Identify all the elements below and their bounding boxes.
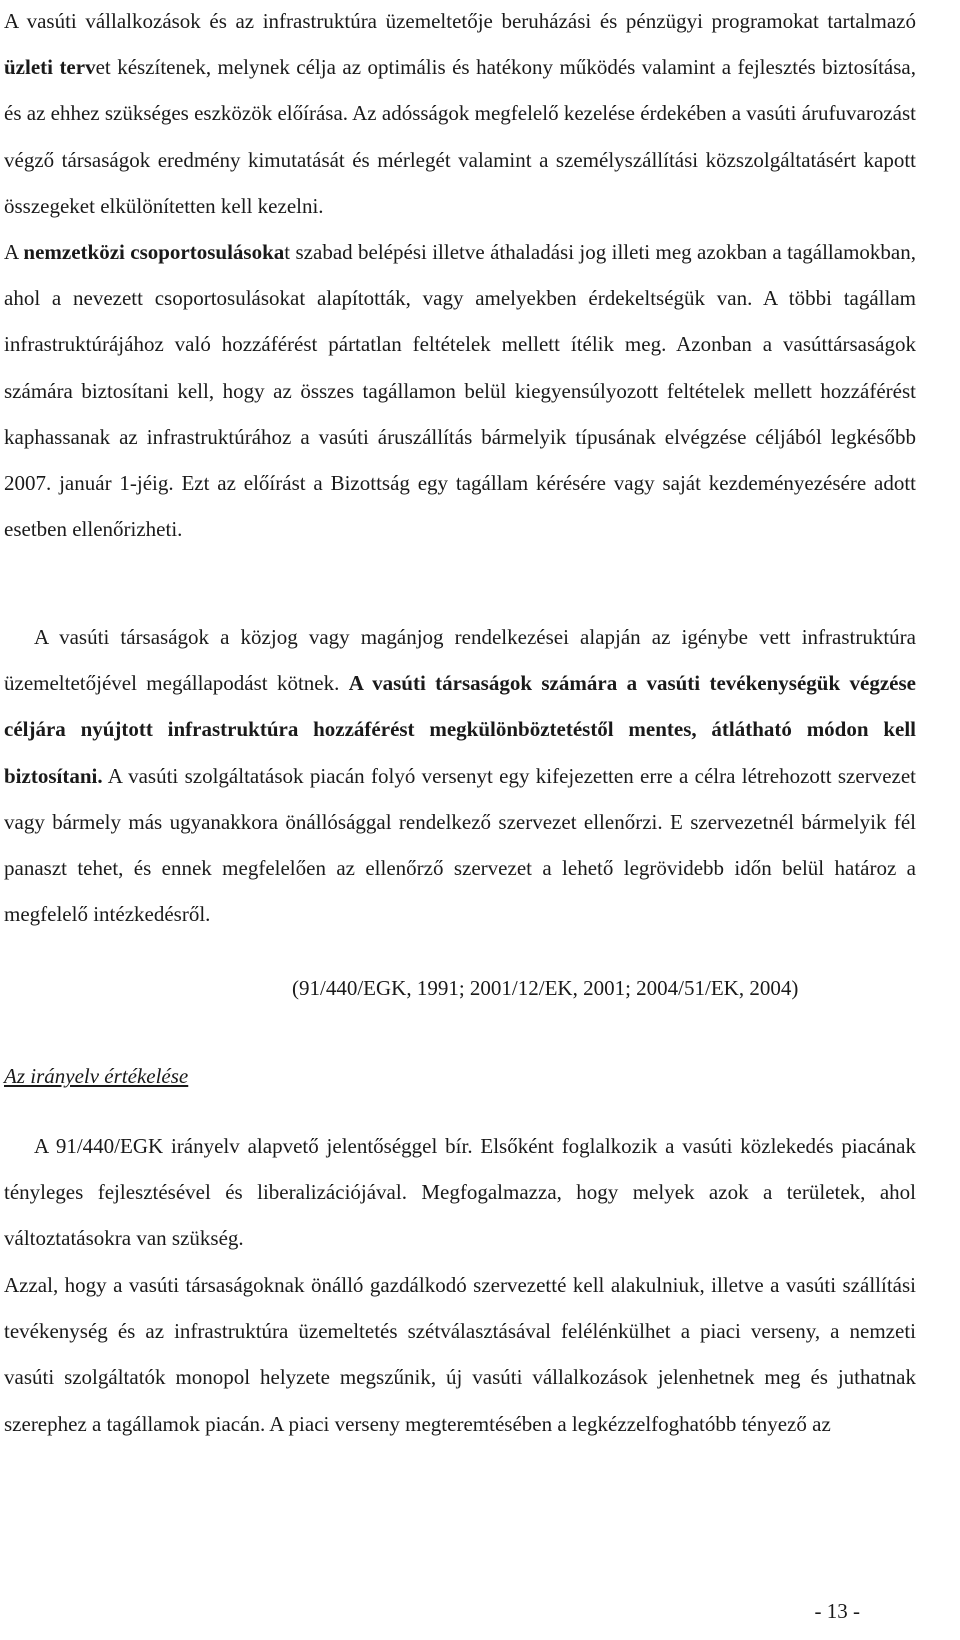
bold-term-international-groupings: nemzetközi csoportosulásoka [23,240,285,264]
bold-statement-access: A vasúti társaságok számára a vasúti tevékenységük végzése céljára nyújtott infrastruktúra hozzáférést megkülönböztetéstől mentes, átlátható módon kell biztosítani. [4,671,916,788]
text-segment: A vasúti szolgáltatások piacán folyó versenyt egy kifejezetten erre a célra létrehozott szervezet vagy bármely más ugyanakkora önállósággal rendelkező szervezet ellenőrzi. E szervezetnél bármelyik fél panaszt tehet, és ennek megfelelően az ellenőrző szervezet a lehető legrövidebb időn belül határoz a megfelelő intézkedésről. [4,763,916,927]
paragraph-evaluation: A 91/440/EGK irányelv alapvető jelentőséggel bír. Elsőként foglalkozik a vasúti közlekedés piacának tényleges fejlesztésével és liberalizációjával. Megfogalmazza, hogy melyek azok a területek, ahol változtatásokra van szükség. [4,1134,916,1251]
text-segment: A [4,240,24,264]
legal-reference: (91/440/EGK, 1991; 2001/12/EK, 2001; 2004/51/EK, 2004) [292,976,799,1000]
text-segment: t szabad belépési illetve áthaladási jog illeti meg azokban a tagállamokban, ahol a nevezett csoportosulásokat alapították, vagy amelyekben érdekeltségük van. A többi tagállam infrastruktúrájához való hozzáférést pártatlan feltételek mellett ítélik meg. Azonban a vasúttársaságok számára biztosítani kell, hogy az összes tagállamon belül kiegyensúlyozott feltételek mellett hozzáférést kaphassanak az infrastruktúrához a vasúti áruszállítás bármelyik típusának elvégzése céljából legkésőbb 2007. január 1-jéig. Ezt az előírást a Bizottság egy tagállam kérésére vagy saját kezdeményezésére adott esetben ellenőrizheti. [4,240,916,542]
paragraph-competition: Azzal, hogy a vasúti társaságoknak önálló gazdálkodó szervezetté kell alakulniuk, illetve a vasúti szállítási tevékenység és az infrastruktúra üzemeltetés szétválasztásával felélénkülhet a piaci verseny, a nemzeti vasúti szolgáltatók monopol helyzete megszűnik, új vasúti vállalkozások jelenhetnek meg és juthatnak szerephez a tagállamok piacán. A piaci verseny megteremtésében a legkézzelfoghatóbb tényező az [4,1273,916,1436]
page-number: - 13 - [814,1599,860,1623]
text-segment: et készítenek, melynek célja az optimális és hatékony működés valamint a fejlesztés biztosítása, és az ehhez szükséges eszközök előírása. Az adósságok megfelelő kezelése érdekében a vasúti árufuvarozást végző társaságok eredmény kimutatását és mérlegét valamint a személyszállítási közszolgáltatásért kapott összegeket elkülönítetten kell kezelni. [4,55,916,218]
paragraph-infrastructure-access [4,614,916,937]
bold-term-business-plan: üzleti terv [4,55,96,80]
section-heading: Az irányelv értékelése [4,1064,189,1088]
paragraph-business-plan [4,0,916,229]
text-segment: A vasúti társaságok a közjog vagy magánjog rendelkezései alapján az igénybe vett infrastruktúra üzemeltetőjével megállapodást kötnek. [4,625,916,696]
text-segment: A vasúti vállalkozások és az infrastruktúra üzemeltetője beruházási és pénzügyi programokat tartalmazó [4,9,916,33]
paragraph-international-groupings [4,229,916,552]
